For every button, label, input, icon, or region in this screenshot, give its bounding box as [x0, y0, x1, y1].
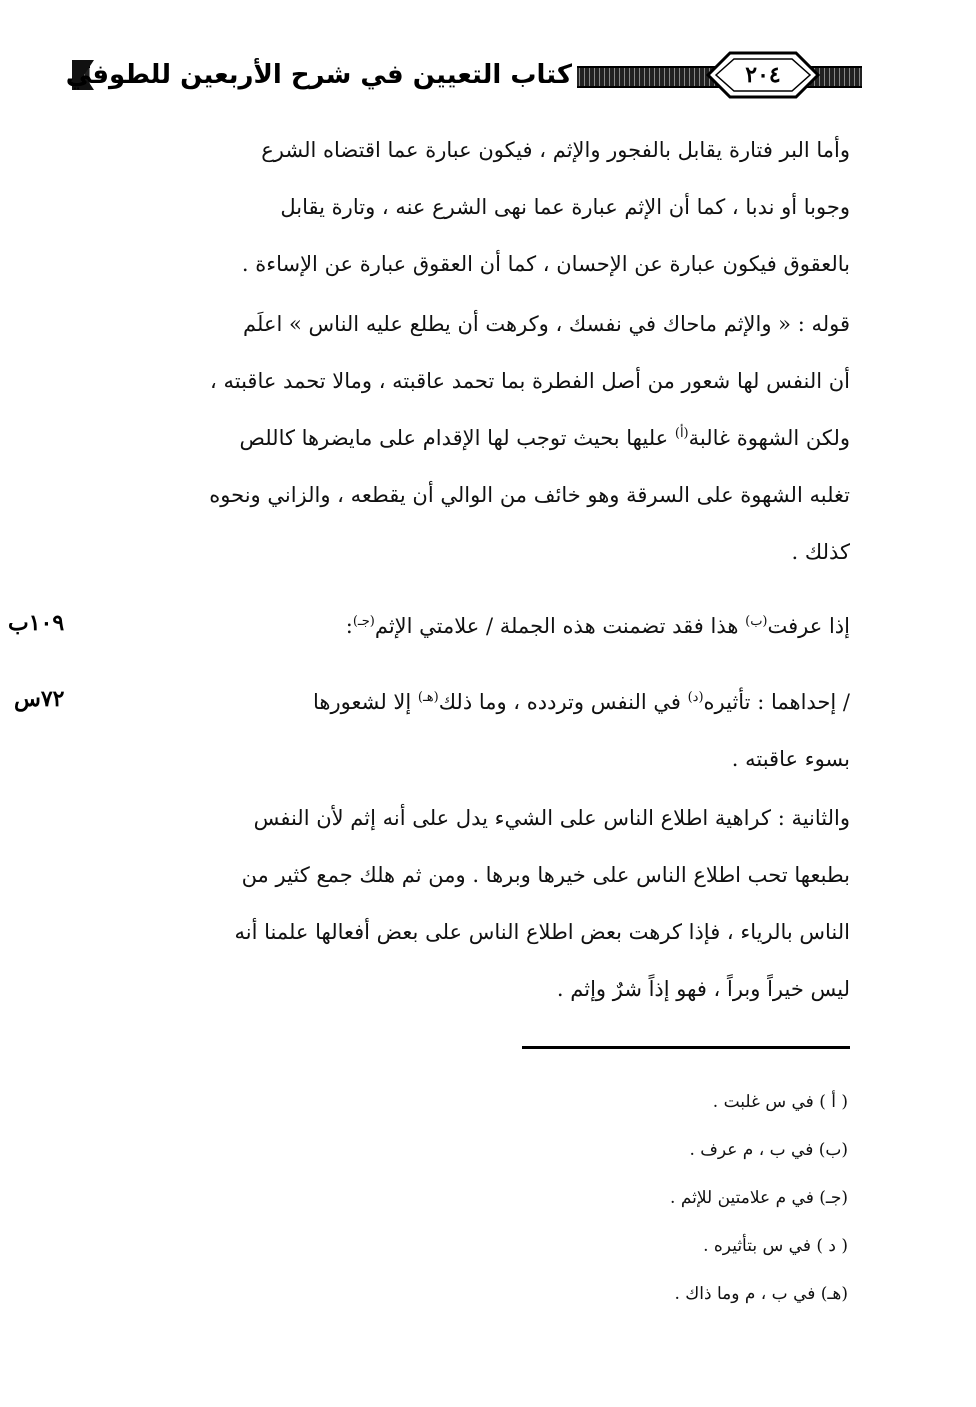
footnote: ( أ ) في س غلبت .	[712, 1092, 848, 1112]
paragraph-2	[80, 296, 850, 581]
text-line: بسوء عاقبته .	[731, 747, 850, 771]
text-line	[120, 674, 850, 731]
text-line	[80, 410, 850, 467]
manuscript-folio-marker: ١٠٩ب	[8, 610, 65, 636]
text-line	[130, 598, 850, 655]
footnote: (هـ) في ب ، م وما ذاك .	[674, 1284, 848, 1304]
page-header	[65, 44, 862, 108]
footnote-marker: (هـ)	[417, 690, 439, 705]
text-segment: في النفس وتردده ، وما ذلك	[438, 690, 688, 714]
footnote-marker: (د)	[687, 690, 704, 705]
text-line: قوله : « والإثم ماحاك في نفسك ، وكرهت أن يطلع عليه الناس » اعلَم	[243, 312, 850, 336]
footnotes	[348, 1078, 848, 1318]
paragraph-4	[120, 674, 850, 788]
text-line: ليس خيراً وبراً ، فهو إذاً شرٌ وإثم .	[556, 977, 850, 1001]
footnote-separator	[522, 1046, 850, 1049]
footnote-marker: (ب)	[745, 614, 768, 629]
page-number: ٢٠٤	[745, 62, 781, 88]
text-line: وجوبا أو ندبا ، كما أن الإثم عبارة عما نهى الشرع عنه ، وتارة يقابل	[280, 195, 850, 219]
footnote-marker: (أ)	[674, 426, 689, 441]
text-line: والثانية : كراهية اطلاع الناس على الشيء يدل على أنه إثم لأن النفس	[253, 806, 850, 830]
text-segment: إذا عرفت	[767, 614, 850, 638]
footnote: (ب) في ب ، م عرف .	[689, 1140, 848, 1160]
text-line: أن النفس لها شعور من أصل الفطرة بما تحمد عاقبته ، ومالا تحمد عاقبته ،	[210, 369, 850, 393]
text-line: كذلك .	[791, 540, 850, 564]
footnote: (جـ) في م علامتين للإثم .	[670, 1188, 848, 1208]
text-line: بالعقوق فيكون عبارة عن الإحسان ، كما أن العقوق عبارة عن الإساءة .	[241, 252, 850, 276]
text-segment: إلا لشعورها	[313, 690, 418, 714]
text-segment: عليها بحيث توجب لها الإقدام على مايضرها كاللص	[239, 426, 675, 450]
text-line: بطبعها تحب اطلاع الناس على خيرها وبرها . ومن ثم هلك جمع كثير من	[241, 863, 850, 887]
book-title: كتاب التعيين في شرح الأربعين للطوفي	[65, 60, 572, 90]
text-segment: :	[345, 614, 353, 638]
text-line: وأما البر فتارة يقابل بالفجور والإثم ، فيكون عبارة عما اقتضاه الشرع	[261, 138, 850, 162]
text-line: الناس بالرياء ، فإذا كرهت بعض اطلاع الناس على بعض أفعالها علمنا أنه	[234, 920, 850, 944]
paragraph-5	[80, 790, 850, 1018]
text-segment: ولكن الشهوة غالبة	[688, 426, 850, 450]
text-line: تغلبه الشهوة على السرقة وهو خائف من الوالي أن يقطعه ، والزاني ونحوه	[209, 483, 850, 507]
footnote-marker: (جـ)	[352, 614, 375, 629]
text-segment: / إحداهما : تأثيره	[703, 690, 850, 714]
footnote: ( د ) في س بتأثيره .	[703, 1236, 848, 1256]
text-segment: هذا فقد تضمنت هذه الجملة / علامتي الإثم	[374, 614, 746, 638]
paragraph-1	[80, 122, 850, 293]
paragraph-3	[130, 598, 850, 655]
page-number-badge	[704, 50, 822, 100]
manuscript-folio-marker: ٧٢س	[14, 686, 65, 712]
